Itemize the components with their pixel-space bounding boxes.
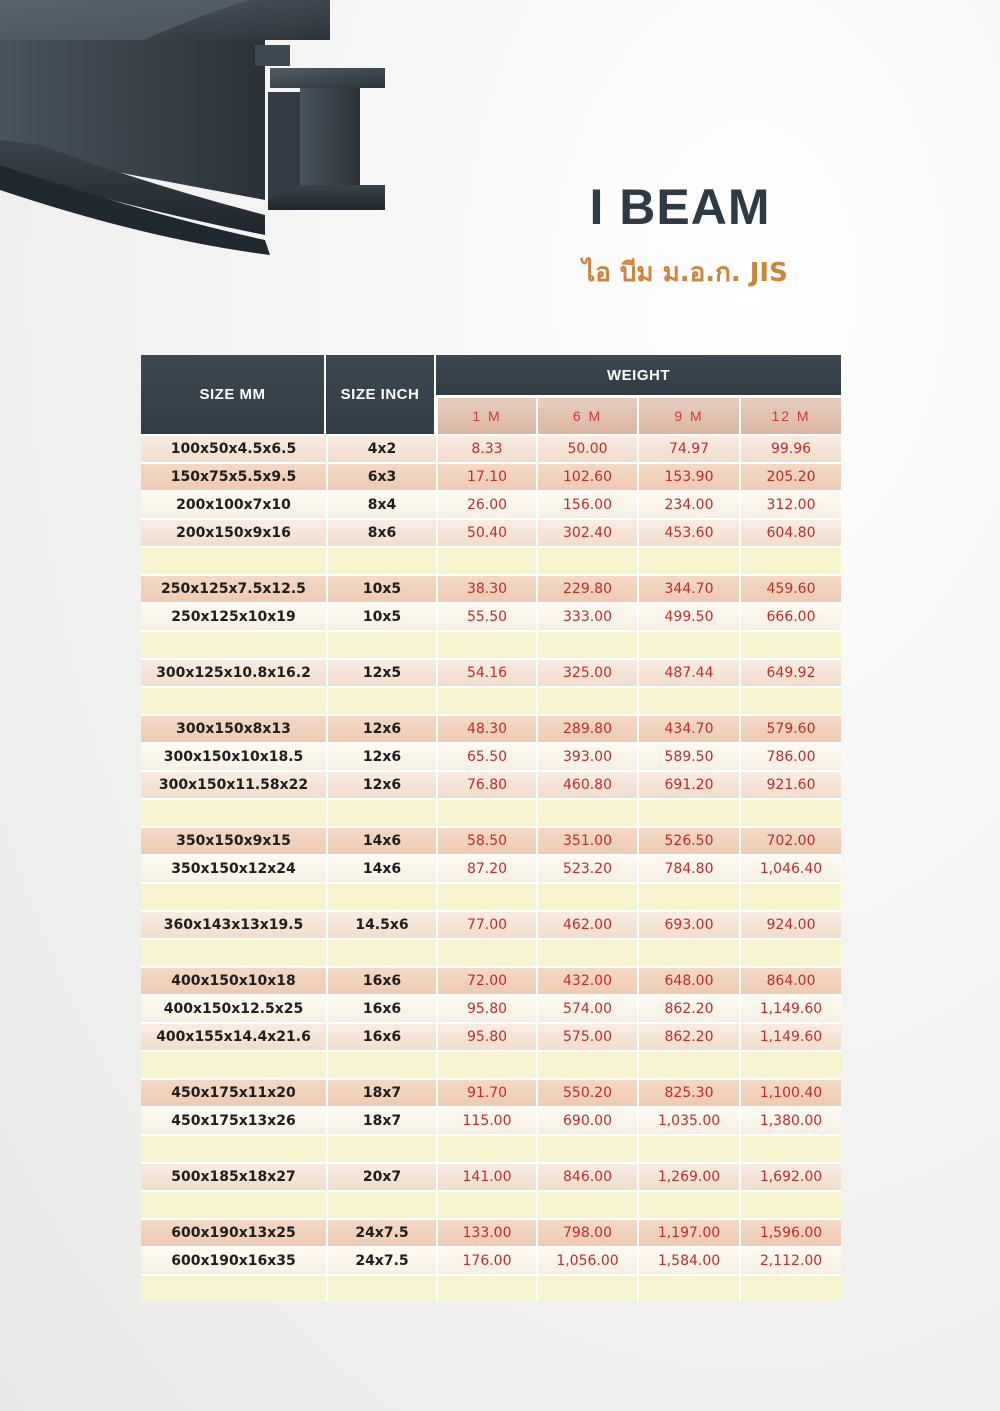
- spacer-cell: [436, 1134, 536, 1162]
- header-row: [141, 355, 841, 395]
- table-row: [141, 1106, 841, 1134]
- header-length: 6 M: [536, 395, 637, 434]
- weight-cell: 1,056.00: [536, 1246, 637, 1274]
- weight-cell: 141.00: [436, 1162, 536, 1190]
- weight-cell: 65.50: [436, 742, 536, 770]
- weight-cell: 393.00: [536, 742, 637, 770]
- weight-cell: 176.00: [436, 1246, 536, 1274]
- spacer-cell: [536, 630, 637, 658]
- spacer-cell: [141, 630, 326, 658]
- spacer-cell: [536, 1274, 637, 1302]
- header-size-inch: SIZE INCH: [326, 355, 436, 434]
- weight-cell: 50.00: [536, 434, 637, 462]
- spacer-cell: [739, 546, 841, 574]
- table-row: [141, 826, 841, 854]
- spacer-cell: [436, 938, 536, 966]
- table-row: [141, 994, 841, 1022]
- weight-cell: 153.90: [637, 462, 739, 490]
- weight-cell: 574.00: [536, 994, 637, 1022]
- size-inch-cell: 14.5x6: [326, 910, 436, 938]
- size-mm-cell: 300x150x10x18.5: [141, 742, 326, 770]
- spacer-cell: [637, 798, 739, 826]
- size-inch-cell: 8x6: [326, 518, 436, 546]
- spacer-cell: [436, 1274, 536, 1302]
- table-row: [141, 602, 841, 630]
- table-row: [141, 1162, 841, 1190]
- spacer-cell: [326, 1050, 436, 1078]
- weight-cell: 784.80: [637, 854, 739, 882]
- weight-cell: 1,149.60: [739, 994, 841, 1022]
- weight-cell: 862.20: [637, 994, 739, 1022]
- page-subtitle: ไอ บีม ม.อ.ก. JIS: [582, 258, 788, 288]
- weight-cell: 1,149.60: [739, 1022, 841, 1050]
- size-inch-cell: 10x5: [326, 602, 436, 630]
- spacer-cell: [739, 1050, 841, 1078]
- size-mm-cell: 600x190x13x25: [141, 1218, 326, 1246]
- spacer-cell: [739, 686, 841, 714]
- weight-cell: 690.00: [536, 1106, 637, 1134]
- weight-cell: 333.00: [536, 602, 637, 630]
- spacer-row: [141, 798, 841, 826]
- table-row: [141, 518, 841, 546]
- spacer-cell: [637, 686, 739, 714]
- table-body: [141, 434, 841, 1302]
- spacer-cell: [739, 1134, 841, 1162]
- spacer-cell: [141, 546, 326, 574]
- spacer-row: [141, 1190, 841, 1218]
- size-inch-cell: 10x5: [326, 574, 436, 602]
- table-row: [141, 490, 841, 518]
- weight-cell: 825.30: [637, 1078, 739, 1106]
- weight-cell: 864.00: [739, 966, 841, 994]
- spacer-cell: [326, 1274, 436, 1302]
- weight-cell: 229.80: [536, 574, 637, 602]
- spacer-cell: [141, 1050, 326, 1078]
- weight-cell: 99.96: [739, 434, 841, 462]
- spacer-cell: [739, 882, 841, 910]
- spacer-row: [141, 882, 841, 910]
- weight-cell: 550.20: [536, 1078, 637, 1106]
- spacer-cell: [141, 1134, 326, 1162]
- spacer-cell: [141, 686, 326, 714]
- weight-cell: 499.50: [637, 602, 739, 630]
- size-inch-cell: 12x5: [326, 658, 436, 686]
- weight-cell: 76.80: [436, 770, 536, 798]
- weight-cell: 234.00: [637, 490, 739, 518]
- weight-cell: 205.20: [739, 462, 841, 490]
- size-mm-cell: 250x125x10x19: [141, 602, 326, 630]
- spacer-cell: [436, 882, 536, 910]
- spacer-cell: [436, 1190, 536, 1218]
- weight-cell: 1,692.00: [739, 1162, 841, 1190]
- size-mm-cell: 100x50x4.5x6.5: [141, 434, 326, 462]
- weight-cell: 921.60: [739, 770, 841, 798]
- weight-cell: 589.50: [637, 742, 739, 770]
- spacer-cell: [739, 798, 841, 826]
- weight-cell: 74.97: [637, 434, 739, 462]
- spacer-cell: [536, 1190, 637, 1218]
- weight-cell: 453.60: [637, 518, 739, 546]
- spacer-cell: [536, 798, 637, 826]
- spacer-cell: [637, 1050, 739, 1078]
- spacer-row: [141, 686, 841, 714]
- weight-cell: 523.20: [536, 854, 637, 882]
- table-row: [141, 910, 841, 938]
- spacer-cell: [436, 546, 536, 574]
- weight-cell: 1,197.00: [637, 1218, 739, 1246]
- spacer-cell: [326, 1134, 436, 1162]
- table-row: [141, 658, 841, 686]
- size-mm-cell: 150x75x5.5x9.5: [141, 462, 326, 490]
- spacer-row: [141, 1274, 841, 1302]
- weight-cell: 648.00: [637, 966, 739, 994]
- size-mm-cell: 600x190x16x35: [141, 1246, 326, 1274]
- size-mm-cell: 200x150x9x16: [141, 518, 326, 546]
- spacer-cell: [436, 686, 536, 714]
- spacer-cell: [326, 546, 436, 574]
- header-length: 9 M: [637, 395, 739, 434]
- weight-cell: 344.70: [637, 574, 739, 602]
- size-inch-cell: 8x4: [326, 490, 436, 518]
- weight-cell: 54.16: [436, 658, 536, 686]
- size-inch-cell: 24x7.5: [326, 1246, 436, 1274]
- size-inch-cell: 16x6: [326, 994, 436, 1022]
- header-length: 12 M: [739, 395, 841, 434]
- weight-cell: 133.00: [436, 1218, 536, 1246]
- weight-cell: 26.00: [436, 490, 536, 518]
- spacer-cell: [637, 938, 739, 966]
- spacer-cell: [637, 882, 739, 910]
- weight-cell: 77.00: [436, 910, 536, 938]
- size-inch-cell: 18x7: [326, 1078, 436, 1106]
- spacer-cell: [326, 938, 436, 966]
- weight-cell: 459.60: [739, 574, 841, 602]
- spacer-cell: [637, 1134, 739, 1162]
- spacer-cell: [536, 1134, 637, 1162]
- spacer-cell: [326, 1190, 436, 1218]
- weight-cell: 312.00: [739, 490, 841, 518]
- size-inch-cell: 4x2: [326, 434, 436, 462]
- size-mm-cell: 200x100x7x10: [141, 490, 326, 518]
- spacer-cell: [739, 938, 841, 966]
- weight-cell: 87.20: [436, 854, 536, 882]
- spacer-cell: [536, 1050, 637, 1078]
- size-inch-cell: 16x6: [326, 966, 436, 994]
- weight-cell: 487.44: [637, 658, 739, 686]
- weight-cell: 156.00: [536, 490, 637, 518]
- size-mm-cell: 300x150x11.58x22: [141, 770, 326, 798]
- size-mm-cell: 450x175x11x20: [141, 1078, 326, 1106]
- weight-cell: 462.00: [536, 910, 637, 938]
- weight-cell: 846.00: [536, 1162, 637, 1190]
- table-row: [141, 770, 841, 798]
- spacer-cell: [536, 882, 637, 910]
- weight-cell: 38.30: [436, 574, 536, 602]
- size-inch-cell: 16x6: [326, 1022, 436, 1050]
- weight-cell: 50.40: [436, 518, 536, 546]
- size-inch-cell: 6x3: [326, 462, 436, 490]
- weight-cell: 115.00: [436, 1106, 536, 1134]
- weight-cell: 432.00: [536, 966, 637, 994]
- spacer-cell: [141, 798, 326, 826]
- size-mm-cell: 360x143x13x19.5: [141, 910, 326, 938]
- header-length: 1 M: [436, 395, 536, 434]
- weight-cell: 1,596.00: [739, 1218, 841, 1246]
- size-mm-cell: 400x150x10x18: [141, 966, 326, 994]
- spacer-cell: [141, 1274, 326, 1302]
- size-mm-cell: 300x125x10.8x16.2: [141, 658, 326, 686]
- weight-cell: 91.70: [436, 1078, 536, 1106]
- weight-cell: 102.60: [536, 462, 637, 490]
- spacer-cell: [141, 882, 326, 910]
- size-inch-cell: 12x6: [326, 714, 436, 742]
- spacer-cell: [739, 1190, 841, 1218]
- weight-cell: 1,035.00: [637, 1106, 739, 1134]
- spacer-row: [141, 1050, 841, 1078]
- weight-cell: 862.20: [637, 1022, 739, 1050]
- weight-cell: 302.40: [536, 518, 637, 546]
- size-inch-cell: 14x6: [326, 854, 436, 882]
- weight-cell: 460.80: [536, 770, 637, 798]
- weight-cell: 8.33: [436, 434, 536, 462]
- table-row: [141, 1218, 841, 1246]
- spacer-cell: [141, 938, 326, 966]
- table-row: [141, 434, 841, 462]
- spacer-cell: [536, 938, 637, 966]
- table-row: [141, 742, 841, 770]
- spacer-row: [141, 546, 841, 574]
- weight-cell: 798.00: [536, 1218, 637, 1246]
- weight-cell: 289.80: [536, 714, 637, 742]
- size-inch-cell: 14x6: [326, 826, 436, 854]
- size-mm-cell: 350x150x9x15: [141, 826, 326, 854]
- weight-cell: 2,112.00: [739, 1246, 841, 1274]
- spacer-cell: [637, 1190, 739, 1218]
- weight-cell: 526.50: [637, 826, 739, 854]
- spacer-cell: [326, 686, 436, 714]
- table-row: [141, 1022, 841, 1050]
- spacer-cell: [326, 882, 436, 910]
- weight-cell: 351.00: [536, 826, 637, 854]
- size-mm-cell: 250x125x7.5x12.5: [141, 574, 326, 602]
- weight-cell: 649.92: [739, 658, 841, 686]
- weight-cell: 924.00: [739, 910, 841, 938]
- spacer-cell: [436, 798, 536, 826]
- size-mm-cell: 400x150x12.5x25: [141, 994, 326, 1022]
- header-size-mm: SIZE MM: [141, 355, 326, 434]
- size-mm-cell: 300x150x8x13: [141, 714, 326, 742]
- table-row: [141, 1078, 841, 1106]
- weight-table: [141, 355, 841, 1302]
- weight-cell: 693.00: [637, 910, 739, 938]
- table-row: [141, 714, 841, 742]
- weight-cell: 786.00: [739, 742, 841, 770]
- weight-cell: 48.30: [436, 714, 536, 742]
- table-row: [141, 966, 841, 994]
- size-mm-cell: 500x185x18x27: [141, 1162, 326, 1190]
- table-row: [141, 1246, 841, 1274]
- size-inch-cell: 20x7: [326, 1162, 436, 1190]
- weight-cell: 72.00: [436, 966, 536, 994]
- weight-cell: 579.60: [739, 714, 841, 742]
- spacer-cell: [436, 630, 536, 658]
- spacer-row: [141, 1134, 841, 1162]
- weight-cell: 58.50: [436, 826, 536, 854]
- spacer-cell: [436, 1050, 536, 1078]
- weight-cell: 325.00: [536, 658, 637, 686]
- weight-cell: 702.00: [739, 826, 841, 854]
- weight-cell: 1,380.00: [739, 1106, 841, 1134]
- weight-cell: 666.00: [739, 602, 841, 630]
- spacer-cell: [536, 686, 637, 714]
- header-weight: WEIGHT: [436, 355, 841, 395]
- table-row: [141, 854, 841, 882]
- spacer-cell: [637, 630, 739, 658]
- weight-cell: 1,100.40: [739, 1078, 841, 1106]
- table-row: [141, 574, 841, 602]
- spacer-row: [141, 630, 841, 658]
- spacer-cell: [739, 1274, 841, 1302]
- weight-cell: 1,584.00: [637, 1246, 739, 1274]
- weight-cell: 604.80: [739, 518, 841, 546]
- size-inch-cell: 12x6: [326, 742, 436, 770]
- spacer-row: [141, 938, 841, 966]
- spacer-cell: [637, 546, 739, 574]
- spacer-cell: [739, 630, 841, 658]
- size-mm-cell: 450x175x13x26: [141, 1106, 326, 1134]
- weight-cell: 1,269.00: [637, 1162, 739, 1190]
- spacer-cell: [141, 1190, 326, 1218]
- weight-cell: 575.00: [536, 1022, 637, 1050]
- size-inch-cell: 24x7.5: [326, 1218, 436, 1246]
- size-inch-cell: 18x7: [326, 1106, 436, 1134]
- spacer-cell: [326, 630, 436, 658]
- table-row: [141, 462, 841, 490]
- weight-cell: 434.70: [637, 714, 739, 742]
- weight-cell: 691.20: [637, 770, 739, 798]
- size-inch-cell: 12x6: [326, 770, 436, 798]
- i-beam-image: [0, 0, 400, 270]
- spacer-cell: [637, 1274, 739, 1302]
- spacer-cell: [536, 546, 637, 574]
- size-mm-cell: 400x155x14.4x21.6: [141, 1022, 326, 1050]
- weight-cell: 95.80: [436, 1022, 536, 1050]
- page-title: I BEAM: [589, 179, 771, 235]
- size-mm-cell: 350x150x12x24: [141, 854, 326, 882]
- weight-cell: 17.10: [436, 462, 536, 490]
- spacer-cell: [326, 798, 436, 826]
- weight-cell: 1,046.40: [739, 854, 841, 882]
- weight-cell: 95.80: [436, 994, 536, 1022]
- weight-cell: 55.50: [436, 602, 536, 630]
